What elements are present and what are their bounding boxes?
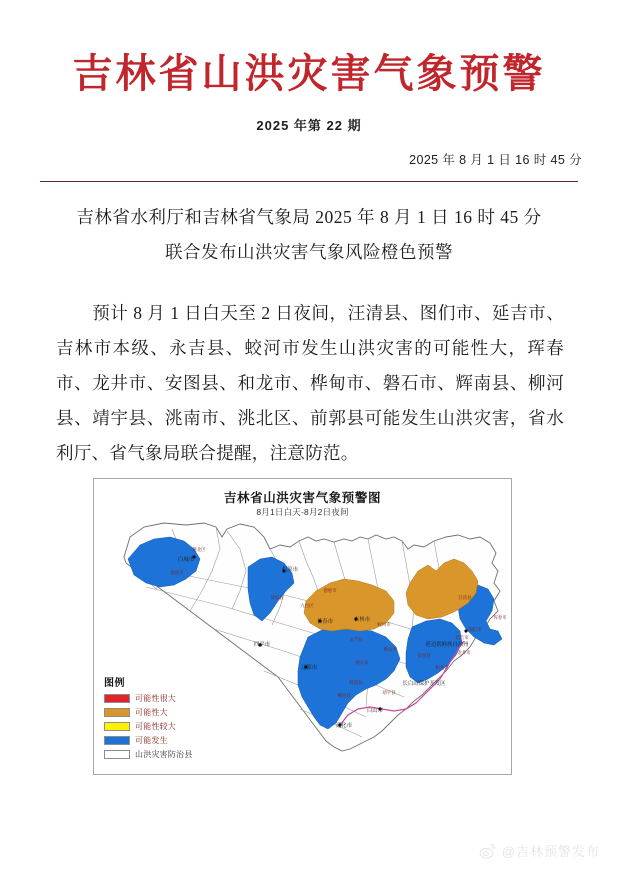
- body-paragraph: [56, 296, 564, 471]
- legend-swatch: [104, 708, 130, 717]
- map-county-label: 柳河县: [337, 693, 351, 698]
- legend-item: [104, 734, 208, 747]
- weibo-watermark: [479, 841, 600, 860]
- weibo-icon: [479, 842, 497, 860]
- map-county-label: 和龙市: [435, 665, 449, 670]
- map-county-label: 洮北区: [192, 547, 206, 552]
- legend-item: [104, 706, 208, 719]
- map-city-label: 延边朝鲜族自治州: [425, 642, 469, 648]
- issue-timestamp: 2025 年 8 月 1 日 16 时 45 分: [409, 153, 582, 167]
- legend-item: [104, 692, 208, 705]
- legend-label: 可能发生: [135, 736, 168, 745]
- legend-rows: [104, 692, 208, 761]
- lead-line-1: 吉林省水利厅和吉林省气象局 2025 年 8 月 1 日 16 时 45 分: [76, 207, 542, 227]
- legend-label: 可能性很大: [135, 694, 176, 703]
- map-city-label: 长春市: [316, 619, 334, 625]
- map-county-label: 永吉县: [349, 637, 363, 642]
- warning-map-panel: [93, 478, 512, 775]
- map-subtitle: 8月1日白天-8月2日夜间: [256, 507, 349, 517]
- map-city-label: 白城市: [177, 557, 195, 563]
- lead-line-2: 联合发布山洪灾害气象风险橙色预警: [165, 242, 453, 262]
- map-city-label: 白山市: [366, 708, 384, 714]
- map-county-label: 龙井市: [457, 650, 471, 655]
- legend-swatch: [104, 694, 130, 703]
- map-county-label: 磐石市: [355, 660, 369, 665]
- map-county-label: 德惠市: [323, 588, 337, 593]
- map-city-label: 松原市: [281, 567, 299, 573]
- legend-swatch: [104, 750, 130, 759]
- map-county-label: 靖宇县: [382, 690, 396, 695]
- legend-swatch: [104, 722, 130, 731]
- map-county-label: 图们市: [468, 627, 482, 632]
- legend-item: [104, 720, 208, 733]
- map-city-label: 四平市: [253, 642, 271, 648]
- map-county-label: 九台区: [300, 603, 314, 608]
- legend-swatch: [104, 736, 130, 745]
- map-county-label: 延吉市: [455, 635, 469, 640]
- map-county-label: 桦甸市: [383, 647, 397, 652]
- map-title: 吉林省山洪灾害气象预警图: [223, 491, 382, 505]
- lead-statement: [56, 200, 562, 270]
- map-legend: [100, 671, 212, 766]
- issue-number: 2025 年第 22 期: [256, 118, 362, 133]
- map-city-label: 通化市: [335, 723, 353, 729]
- map-county-label: 珲春市: [493, 615, 507, 620]
- map-county-label: 安图县: [417, 653, 431, 658]
- map-county-label: 辉南县: [349, 680, 363, 685]
- watermark-handle: @吉林预警发布: [501, 844, 600, 859]
- paragraph-text: 预计 8 月 1 日白天至 2 日夜间，汪清县、图们市、延吉市、吉林市本级、永吉县、蛟河市发生山洪灾害的可能性大，珲春市、龙井市、安图县、和龙市、桦甸市、磐石市、辉南县、柳河县、靖宇县、洮南市、洮北区、前郭县可能发生山洪灾害，省水利厅、省气象局联合提醒，注意防范。: [56, 303, 564, 463]
- legend-title: 图例: [104, 678, 125, 689]
- map-county-label: 前郭县: [270, 595, 284, 600]
- page-title: 吉林省山洪灾害气象预警: [72, 51, 546, 96]
- map-county-label: 汪清县: [458, 595, 472, 600]
- map-county-label: 洮南市: [170, 570, 184, 575]
- map-city-label: 吉林市: [353, 617, 371, 623]
- legend-label: 山洪灾害防治县: [135, 750, 193, 759]
- legend-label: 可能性较大: [135, 722, 176, 731]
- legend-item: [104, 748, 208, 761]
- map-city-label: 长白山保护开发区: [402, 681, 446, 687]
- map-county-label: 蛟河市: [377, 622, 391, 627]
- zone-yanbian-southwest: [406, 619, 462, 683]
- map-city-label: 辽源市: [300, 665, 318, 671]
- legend-label: 可能性大: [135, 708, 168, 717]
- header-divider: [40, 181, 578, 182]
